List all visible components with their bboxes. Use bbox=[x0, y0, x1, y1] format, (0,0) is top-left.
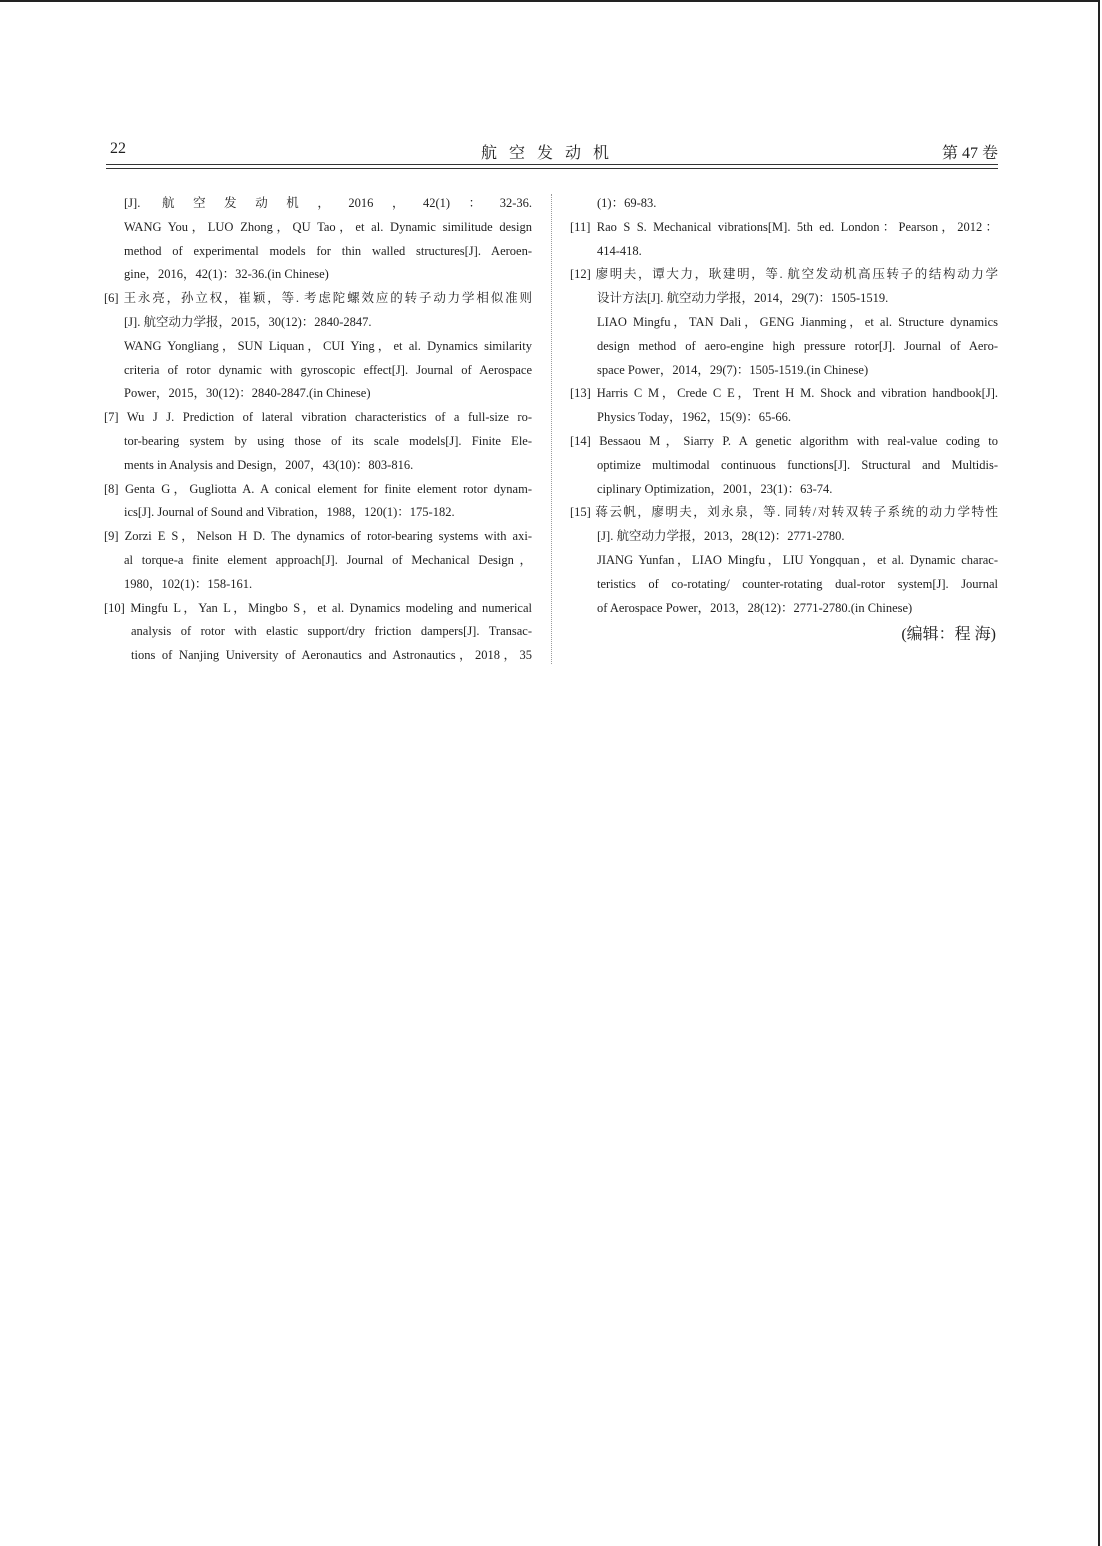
page-number: 22 bbox=[110, 140, 126, 157]
journal-title: 航空发动机 bbox=[480, 145, 621, 162]
reference-10 bbox=[104, 597, 532, 668]
reference-11 bbox=[570, 216, 998, 264]
reference-line: [J]. 航空动力学报，2013，28(12)：2771-2780. bbox=[597, 529, 845, 544]
reference-14 bbox=[570, 430, 998, 501]
reference-line: method of experimental models for thin walled structures[J]. Aeroen- bbox=[124, 243, 532, 258]
reference-6 bbox=[104, 287, 532, 406]
reference-line: design method of aero-engine high pressure rotor[J]. Journal of Aero- bbox=[597, 338, 998, 353]
reference-line: gine，2016，42(1)：32-36.(in Chinese) bbox=[124, 267, 329, 282]
reference-line: [J]. 航空发动机，2016，42(1)：32-36. bbox=[124, 196, 532, 210]
reference-line: 1980，102(1)：158-161. bbox=[124, 576, 253, 591]
references-right-column bbox=[570, 192, 998, 648]
reference-line: [14] Bessaou M，Siarry P. A genetic algorithm with real-value coding to bbox=[570, 433, 998, 448]
reference-line: analysis of rotor with elastic support/dry friction dampers[J]. Transac- bbox=[131, 624, 532, 639]
reference-line: of Aerospace Power，2013，28(12)：2771-2780.(in Chinese) bbox=[597, 600, 913, 615]
reference-5-continued bbox=[104, 192, 532, 287]
reference-line: 设计方法[J]. 航空动力学报，2014，29(7)：1505-1519. bbox=[597, 291, 889, 306]
reference-line: WANG Yongliang，SUN Liquan，CUI Ying，et al. Dynamics similarity bbox=[124, 338, 532, 353]
reference-9 bbox=[104, 525, 532, 596]
editor-credit: (编辑：程 海) bbox=[901, 626, 996, 644]
reference-line: (1)：69-83. bbox=[597, 196, 657, 210]
reference-line: Power，2015，30(12)：2840-2847.(in Chinese) bbox=[124, 386, 371, 401]
reference-line: [6] 王永亮，孙立权，崔颖，等. 考虑陀螺效应的转子动力学相似准则 bbox=[104, 291, 532, 306]
references-left-column bbox=[104, 192, 532, 668]
reference-line: [13] Harris C M，Crede C E，Trent H M. Shock and vibration handbook[J]. bbox=[570, 386, 998, 401]
reference-line: tions of Nanjing University of Aeronautics and Astronautics，2018，35 bbox=[131, 648, 532, 663]
reference-line: LIAO Mingfu，TAN Dali，GENG Jianming，et al. Structure dynamics bbox=[597, 314, 998, 329]
reference-line: [J]. 航空动力学报，2015，30(12)：2840-2847. bbox=[124, 314, 372, 329]
reference-line: teristics of co-rotating/ counter-rotating dual-rotor system[J]. Journal bbox=[597, 576, 998, 591]
reference-line: [7] Wu J J. Prediction of lateral vibration characteristics of a full-size ro- bbox=[104, 410, 532, 425]
reference-line: [8] Genta G，Gugliotta A. A conical element for finite element rotor dynam- bbox=[104, 481, 532, 496]
reference-line: ciplinary Optimization，2001，23(1)：63-74. bbox=[597, 481, 833, 496]
reference-line: [9] Zorzi E S，Nelson H D. The dynamics of rotor-bearing systems with axi- bbox=[104, 529, 532, 544]
reference-line: ments in Analysis and Design，2007，43(10)：803-816. bbox=[124, 457, 414, 472]
reference-line: ics[J]. Journal of Sound and Vibration，1988，120(1)：175-182. bbox=[124, 505, 455, 520]
reference-line: [15] 蒋云帆，廖明夫，刘永泉，等. 同转/对转双转子系统的动力学特性 bbox=[570, 505, 998, 520]
reference-line: [12] 廖明夫，谭大力，耿建明，等. 航空发动机高压转子的结构动力学 bbox=[570, 267, 998, 282]
reference-8 bbox=[104, 478, 532, 526]
reference-line: Physics Today，1962，15(9)：65-66. bbox=[597, 410, 792, 425]
reference-line: [11] Rao S S. Mechanical vibrations[M]. 5th ed. London：Pearson，2012： bbox=[570, 219, 998, 234]
reference-7 bbox=[104, 406, 532, 477]
reference-line: WANG You，LUO Zhong，QU Tao，et al. Dynamic similitude design bbox=[124, 219, 532, 234]
reference-line: al torque-a finite element approach[J]. Journal of Mechanical Design， bbox=[124, 552, 532, 567]
reference-13 bbox=[570, 382, 998, 430]
reference-line: tor-bearing system by using those of its scale models[J]. Finite Ele- bbox=[124, 433, 532, 448]
reference-line: [10] Mingfu L，Yan L，Mingbo S，et al. Dynamics modeling and numerical bbox=[104, 600, 532, 615]
reference-line: criteria of rotor dynamic with gyroscopic effect[J]. Journal of Aerospace bbox=[124, 362, 532, 377]
header-rule-thin bbox=[106, 168, 998, 169]
reference-15 bbox=[570, 501, 998, 620]
header-rule bbox=[106, 164, 998, 165]
reference-line: space Power，2014，29(7)：1505-1519.(in Chinese) bbox=[597, 362, 869, 377]
volume-label: 第 47 卷 bbox=[941, 145, 998, 162]
column-divider bbox=[551, 194, 552, 664]
reference-12 bbox=[570, 263, 998, 382]
reference-line: 414-418. bbox=[597, 243, 642, 258]
reference-line: optimize multimodal continuous functions[J]. Structural and Multidis- bbox=[597, 457, 998, 472]
reference-10-continued bbox=[570, 192, 998, 216]
reference-line: JIANG Yunfan，LIAO Mingfu，LIU Yongquan，et al. Dynamic charac- bbox=[597, 552, 998, 567]
